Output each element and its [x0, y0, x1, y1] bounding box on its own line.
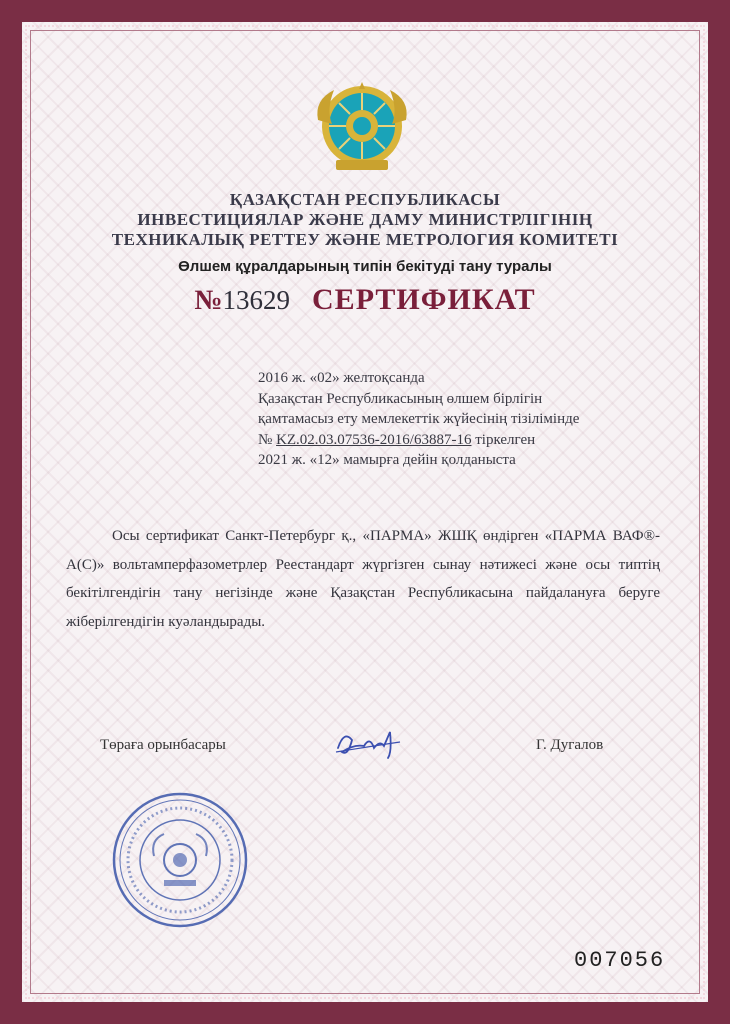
registration-line-2: Қазақстан Республикасының өлшем бірлігін: [258, 390, 543, 407]
certificate-number: 13629: [222, 285, 291, 315]
registration-number-line: [258, 430, 678, 451]
state-emblem-icon: [312, 80, 412, 176]
header-line-committee: ТЕХНИКАЛЫҚ РЕТТЕУ ЖӘНЕ МЕТРОЛОГИЯ КОМИТЕТІ: [111, 230, 619, 249]
committee-seal-stamp-icon: [110, 790, 250, 930]
signatory-name: Г. Дугалов: [536, 737, 604, 753]
header-line-country: ҚАЗАҚСТАН РЕСПУБЛИКАСЫ: [229, 190, 501, 209]
validity-line: 2021 ж. «12» мамырға дейін қолданыста: [258, 452, 516, 468]
registration-number-suffix: тіркелген: [471, 431, 536, 448]
header-line-ministry: ИНВЕСТИЦИЯЛАР ЖӘНЕ ДАМУ МИНИСТРЛІГІНІҢ: [137, 210, 593, 229]
certificate-word: СЕРТИФИКАТ: [312, 283, 536, 316]
body-paragraph: Осы сертификат Санкт-Петербург қ., «ПАРМА» ЖШҚ өндірген «ПАРМА ВАФ®-А(С)» вольтамперфазометрлер Реестандарт жүргізген сынау нәтижесі және осы типтің бекітілгендігін тану негізінде және Қазақстан Республикасына пайдалануға беруге жіберілгендігін куәландырады.: [66, 528, 660, 630]
certificate-body: [66, 522, 660, 636]
registration-line-3: қамтамасыз ету мемлекеттік жүйесінің тізілімінде: [258, 411, 580, 427]
signatory-role: Төраға орынбасары: [100, 737, 226, 753]
serial-number: 007056: [574, 948, 666, 973]
registration-date: 2016 ж. «02» желтоқсанда: [258, 370, 425, 386]
registration-number-prefix: №: [258, 431, 277, 448]
certificate-title: [0, 283, 730, 317]
registration-number: KZ.02.03.07536-2016/63887-16: [276, 431, 472, 448]
registration-block: [258, 368, 678, 471]
number-sign: №: [194, 285, 223, 316]
certificate-subtitle: Өлшем құралдарының типін бекітуді тану туралы: [178, 258, 552, 275]
handwritten-signature-icon: [330, 722, 410, 766]
